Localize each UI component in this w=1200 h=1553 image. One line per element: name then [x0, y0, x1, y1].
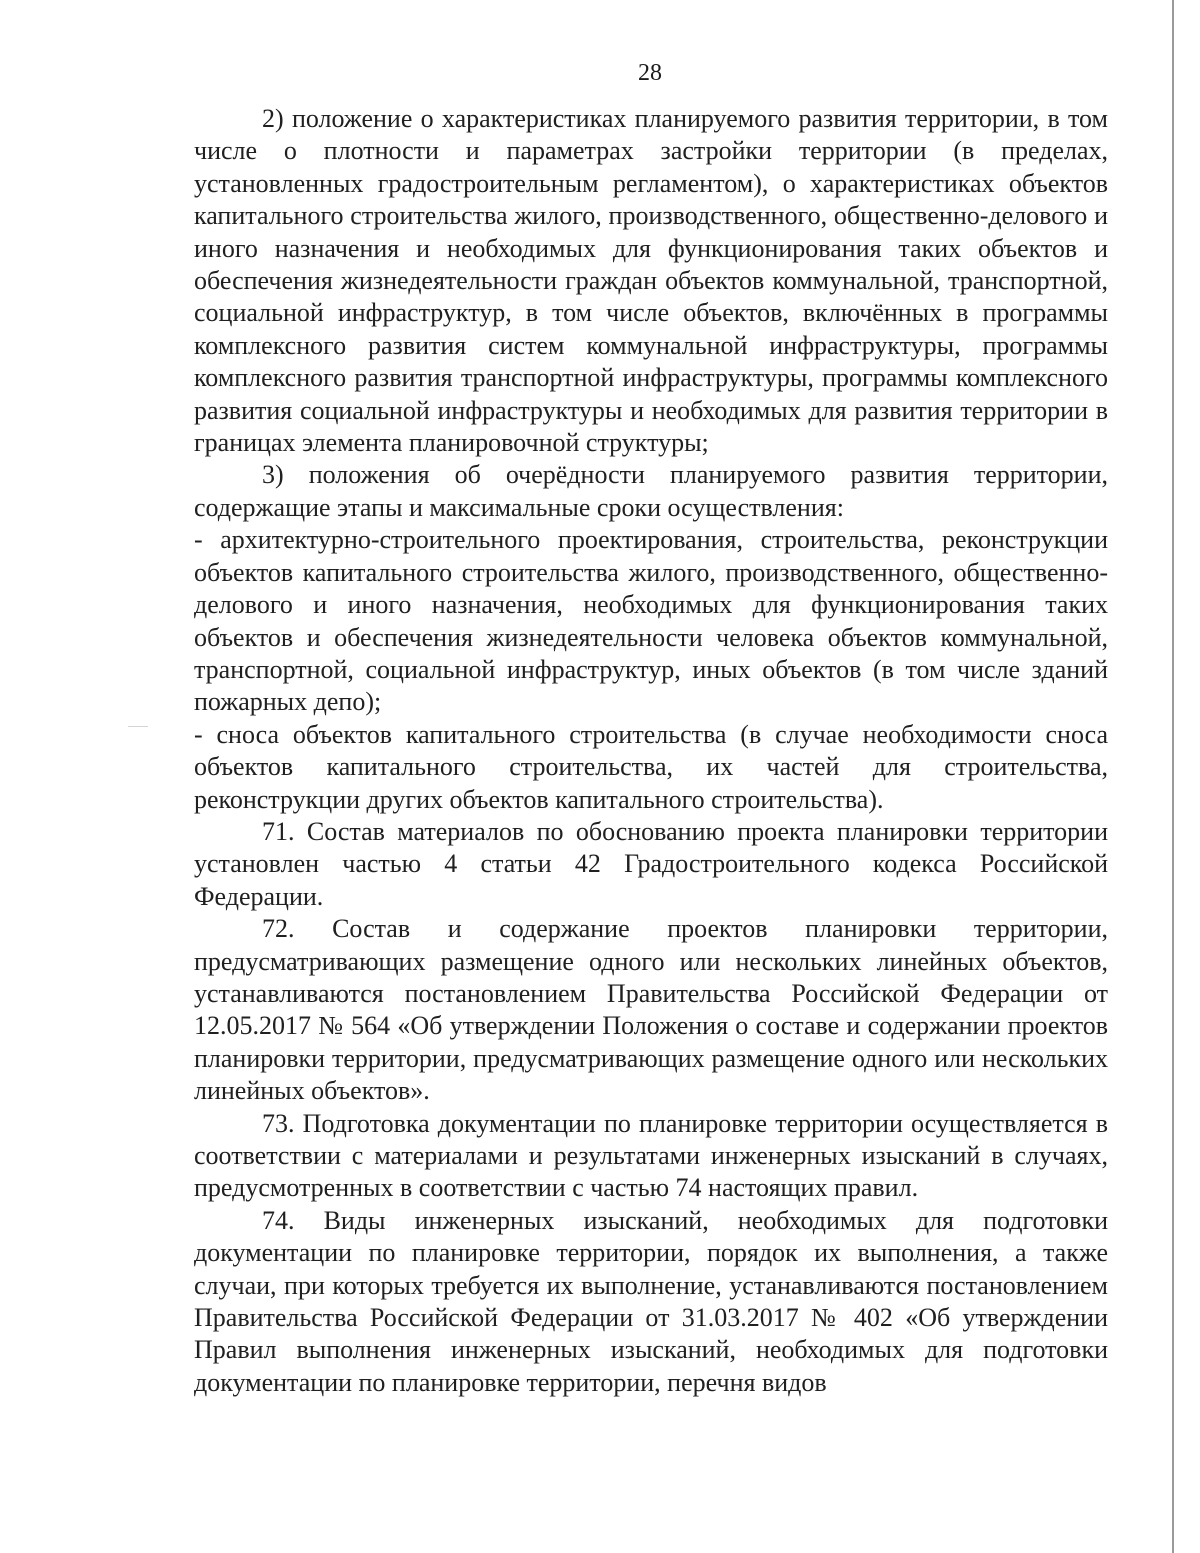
document-body	[194, 103, 1108, 1399]
page-number: 28	[638, 60, 662, 86]
dash-item-design-construction: - архитектурно-строительного проектирования, строительства, реконструкции объектов капитального строительства жилого, производственного, общественно-делового и иного назначения, необходимых для функционирования таких объектов и обеспечения жизнедеятельности человека объектов коммунальной, транспортной, социальной инфраструктур, иных объектов (в том числе зданий пожарных депо);	[194, 525, 1108, 717]
page-edge-line	[1172, 0, 1174, 1553]
paragraph-73-preparation: 73. Подготовка документации по планировке территории осуществляется в соответствии с материалами и результатами инженерных изысканий в случаях, предусмотренных в соответствии с частью 74 настоящих правил.	[194, 1108, 1108, 1203]
paragraph-74-engineering-surveys: 74. Виды инженерных изысканий, необходимых для подготовки документации по планировке территории, порядок их выполнения, а также случаи, при которых требуется их выполнение, устанавливаются постановлением Правительства Российской Федерации от 31.03.2017 № 402 «Об утверждении Правил выполнения инженерных изысканий, необходимых для подготовки документации по планировке территории, перечня видов	[194, 1205, 1108, 1397]
dash-item-demolition: - сноса объектов капитального строительства (в случае необходимости сноса объектов капитального строительства, их частей для строительства, реконструкции других объектов капитального строительства).	[194, 719, 1108, 814]
paragraph-71-materials: 71. Состав материалов по обоснованию проекта планировки территории установлен частью 4 статьи 42 Градостроительного кодекса Российской Федерации.	[194, 816, 1108, 911]
scan-mark	[128, 726, 148, 727]
paragraph-72-linear-objects: 72. Состав и содержание проектов планировки территории, предусматривающих размещение одного или нескольких линейных объектов, устанавливаются постановлением Правительства Российской Федерации от 12.05.2017 № 564 «Об утверждении Положения о составе и содержании проектов планировки территории, предусматривающих размещение одного или нескольких линейных объектов».	[194, 914, 1108, 1106]
paragraph-2-territory-development: 2) положение о характеристиках планируемого развития территории, в том числе о плотности и параметрах застройки территории (в пределах, установленных градостроительным регламентом), о характеристиках объектов капитального строительства жилого, производственного, общественно-делового и иного назначения и необходимых для функционирования таких объектов и обеспечения жизнедеятельности граждан объектов коммунальной, транспортной, социальной инфраструктур, в том числе объектов, включённых в программы комплексного развития систем коммунальной инфраструктуры, программы комплексного развития транспортной инфраструктуры, программы комплексного развития социальной инфраструктуры и необходимых для развития территории в границах элемента планировочной структуры;	[194, 104, 1108, 458]
paragraph-3-development-stages: 3) положения об очерёдности планируемого развития территории, содержащие этапы и максимальные сроки осуществления:	[194, 460, 1108, 522]
